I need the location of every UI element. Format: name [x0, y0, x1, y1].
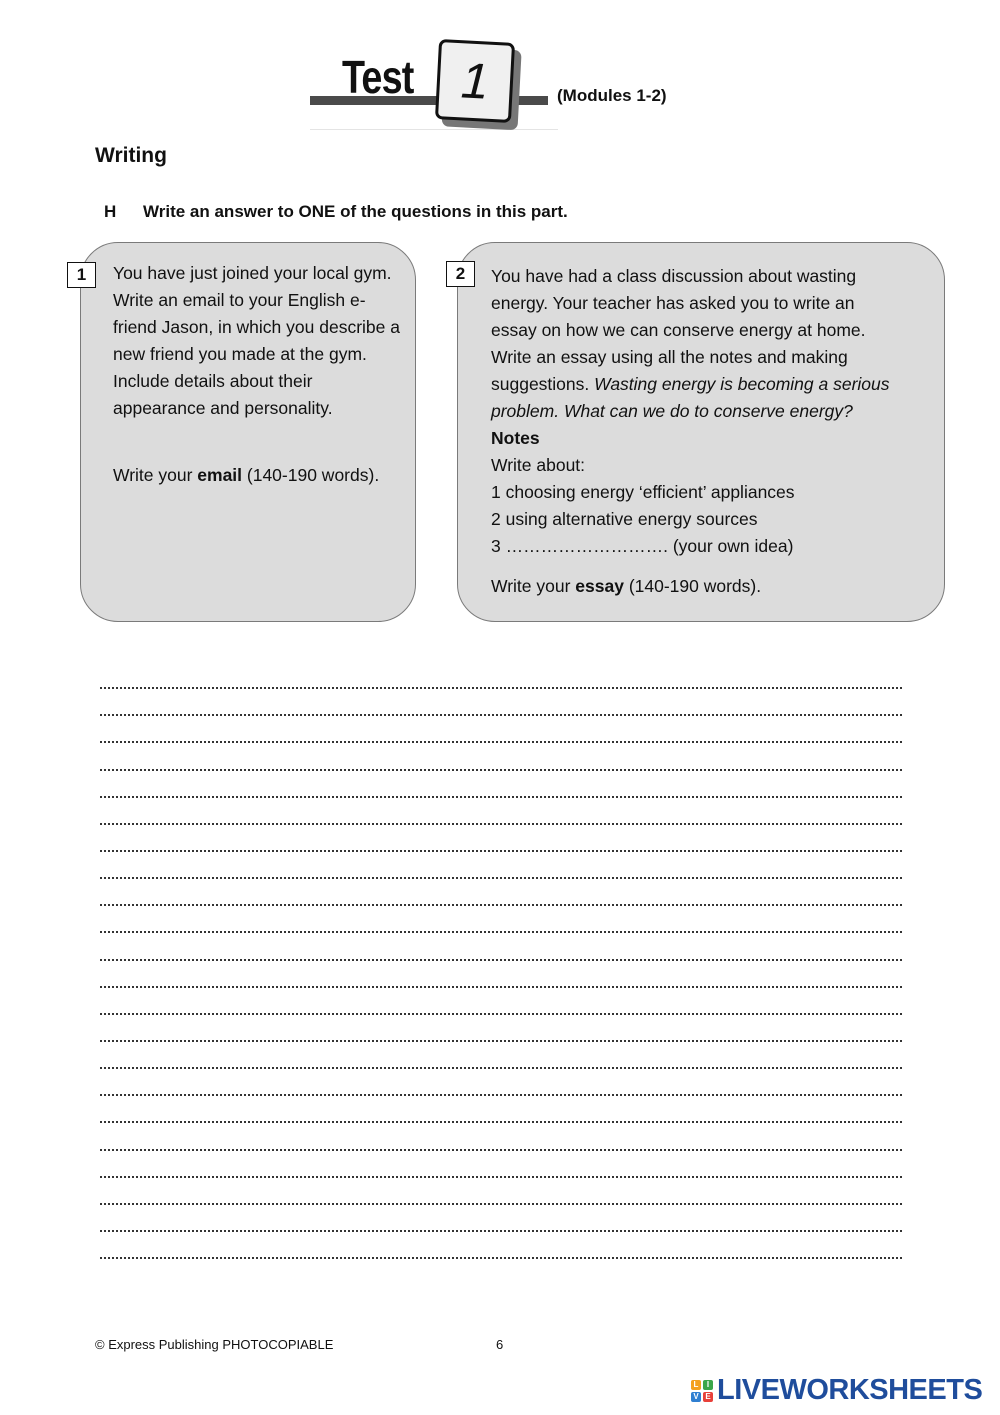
- notes-label: Notes: [491, 428, 540, 448]
- answer-line[interactable]: [100, 879, 902, 906]
- footer-copyright: © Express Publishing PHOTOCOPIABLE: [95, 1337, 334, 1352]
- note-item: 3 ………………………. (your own idea): [491, 536, 794, 556]
- answer-line[interactable]: [100, 1042, 902, 1069]
- logo-tile: L: [691, 1380, 701, 1390]
- answer-line[interactable]: [100, 933, 902, 960]
- answer-line[interactable]: [100, 1123, 902, 1150]
- answer-line[interactable]: [100, 716, 902, 743]
- task-instruction: Write an answer to ONE of the questions in this part.: [143, 202, 568, 221]
- question-1-word-count: [113, 462, 413, 489]
- section-title: Writing: [95, 144, 167, 167]
- answer-line[interactable]: [100, 1178, 902, 1205]
- answer-line[interactable]: [100, 1096, 902, 1123]
- question-2-line: energy. Your teacher has asked you to write an: [491, 293, 855, 313]
- question-2-line: [491, 398, 931, 425]
- answer-line[interactable]: [100, 689, 902, 716]
- answer-line[interactable]: [100, 771, 902, 798]
- answer-line[interactable]: [100, 1232, 902, 1259]
- modules-label: (Modules 1-2): [557, 86, 667, 105]
- answer-line[interactable]: [100, 662, 902, 689]
- header-underline: [310, 129, 558, 130]
- question-2-word-count: [491, 573, 761, 600]
- page-number: 6: [496, 1337, 504, 1352]
- liveworksheets-logo: [691, 1374, 982, 1407]
- write-about-label: Write about:: [491, 455, 586, 475]
- answer-line[interactable]: [100, 825, 902, 852]
- test-label: Test: [342, 51, 414, 103]
- logo-tile: I: [703, 1380, 713, 1390]
- answer-line[interactable]: [100, 798, 902, 825]
- question-2-line: [491, 371, 931, 398]
- logo-tiles: [691, 1380, 713, 1402]
- answer-line[interactable]: [100, 1069, 902, 1096]
- test-number-box: [435, 39, 515, 123]
- logo-text: LIVEWORKSHEETS: [717, 1374, 983, 1406]
- task-letter: H: [104, 202, 117, 221]
- question-1-prompt: You have just joined your local gym. Write an email to your English e-friend Jason, in which you describe a new friend you made at the gym. Include details about their appearance and personality.: [113, 263, 400, 418]
- logo-tile: V: [691, 1392, 701, 1402]
- answer-line[interactable]: [100, 852, 902, 879]
- question-2-topic-part1: Wasting energy is becoming a serious: [594, 374, 890, 394]
- question-2-line: Write an essay using all the notes and making: [491, 347, 848, 367]
- answer-line[interactable]: [100, 961, 902, 988]
- question-2-line: essay on how we can conserve energy at home.: [491, 320, 866, 340]
- note-item: 2 using alternative energy sources: [491, 509, 758, 529]
- answer-line[interactable]: [100, 906, 902, 933]
- logo-tile: E: [703, 1392, 713, 1402]
- question-2-write-type: essay: [575, 576, 624, 596]
- answer-line[interactable]: [100, 1205, 902, 1232]
- question-2-line5-prefix: suggestions.: [491, 374, 595, 394]
- answer-line[interactable]: [100, 988, 902, 1015]
- question-2-prompt: [491, 263, 931, 560]
- answer-line[interactable]: [100, 1015, 902, 1042]
- question-2-topic-part2: problem. What can we do to conserve energy?: [491, 401, 853, 421]
- answer-area[interactable]: [100, 662, 902, 1259]
- question-2-write-prefix: Write your: [491, 576, 576, 596]
- question-1-write-type: email: [197, 465, 243, 485]
- question-2-write-suffix: (140-190 words).: [623, 576, 762, 596]
- question-2-number: 2: [446, 261, 475, 287]
- question-1-number: 1: [67, 262, 96, 288]
- question-1-write-prefix: Write your: [113, 465, 198, 485]
- question-1-write-suffix: (140-190 words).: [242, 465, 380, 485]
- answer-line[interactable]: [100, 743, 902, 770]
- question-2-line: You have had a class discussion about wasting: [491, 266, 857, 286]
- answer-line[interactable]: [100, 1151, 902, 1178]
- test-number: 1: [459, 52, 491, 110]
- note-item: 1 choosing energy ‘efficient’ appliances: [491, 482, 795, 502]
